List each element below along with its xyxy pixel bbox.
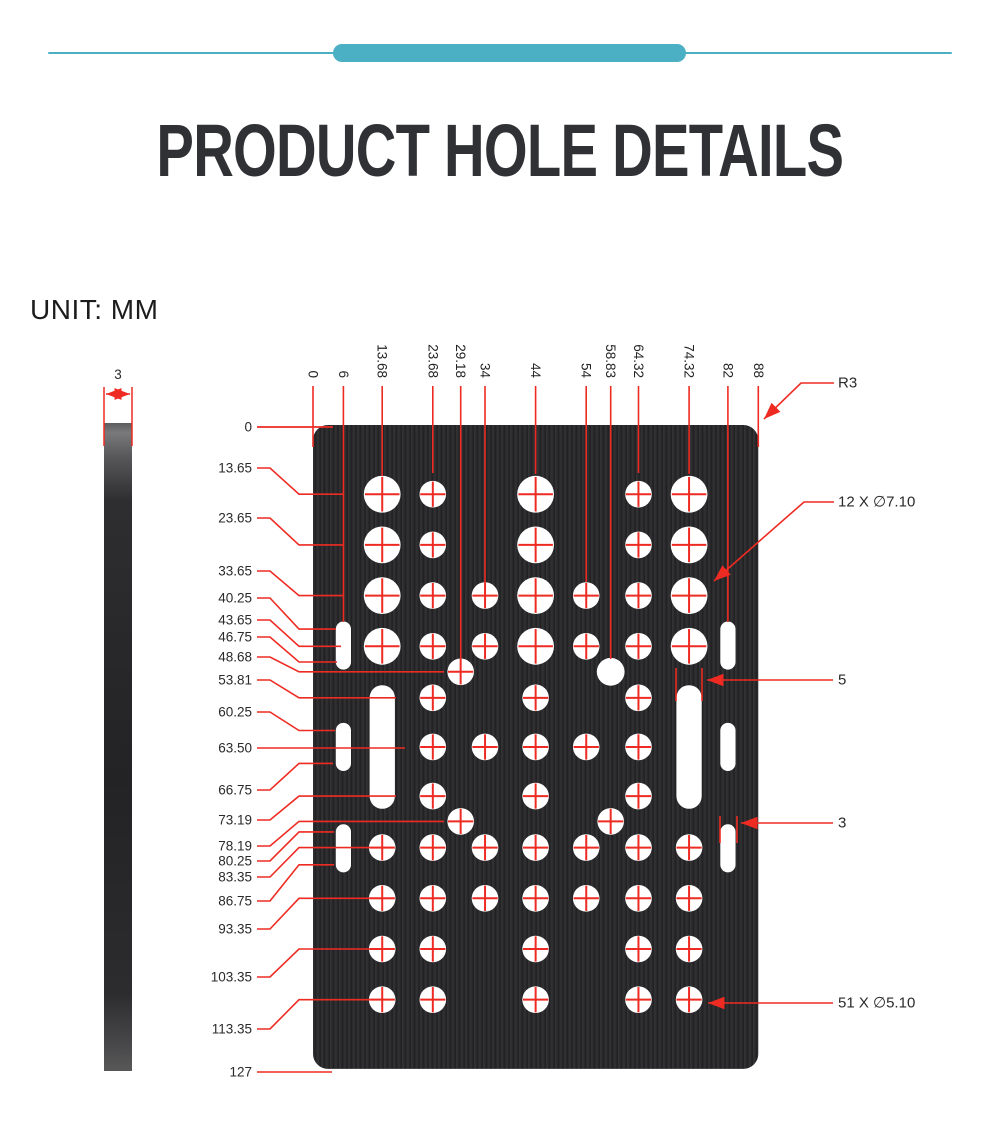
left-dim-label-53.81: 53.81 xyxy=(218,672,252,688)
left-dim-label-23.65: 23.65 xyxy=(218,510,252,526)
left-dim-label-93.35: 93.35 xyxy=(218,921,252,937)
left-dim-label-48.68: 48.68 xyxy=(218,649,252,665)
left-dim-label-86.75: 86.75 xyxy=(218,893,252,909)
big-hole-callout: 12 X ∅7.10 xyxy=(838,493,916,511)
left-dim-label-127: 127 xyxy=(229,1064,252,1080)
small-hole-callout: 51 X ∅5.10 xyxy=(838,994,916,1012)
left-dim-label-13.65: 13.65 xyxy=(218,460,252,476)
left-dim-label-43.65: 43.65 xyxy=(218,612,252,628)
left-dim-label-66.75: 66.75 xyxy=(218,782,252,798)
left-dim-label-80.25: 80.25 xyxy=(218,853,252,869)
top-dim-label-6: 6 xyxy=(335,370,351,378)
left-dim-label-60.25: 60.25 xyxy=(218,704,252,720)
left-dim-label-73.19: 73.19 xyxy=(218,812,252,828)
top-dim-label-34: 34 xyxy=(477,362,493,378)
top-dim-label-64.32: 64.32 xyxy=(631,344,646,378)
top-dim-label-54: 54 xyxy=(578,362,594,378)
edge-slot-width-dim xyxy=(720,816,833,843)
top-dim-label-74.32: 74.32 xyxy=(681,344,697,378)
top-dim-label-0: 0 xyxy=(305,370,321,378)
page-title: PRODUCT HOLE DETAILS xyxy=(156,109,844,192)
left-dim-label-40.25: 40.25 xyxy=(218,590,252,606)
corner-radius-label: R3 xyxy=(838,374,858,392)
side-thickness-label: 3 xyxy=(114,367,122,382)
top-dim-label-23.68: 23.68 xyxy=(425,344,441,378)
edge-slot-width-label: 3 xyxy=(838,814,847,832)
top-dim-label-13.68: 13.68 xyxy=(374,344,390,378)
top-dim-label-44: 44 xyxy=(528,362,544,378)
top-dim-label-88: 88 xyxy=(750,362,766,378)
top-dim-label-58.83: 58.83 xyxy=(603,344,619,378)
plain-hole xyxy=(597,658,625,686)
corner-radius-leader xyxy=(764,383,834,419)
edge-slot xyxy=(336,723,351,771)
center-slot-width-label: 5 xyxy=(838,671,847,689)
edge-slot xyxy=(720,622,735,670)
center-slot xyxy=(370,685,395,809)
top-dim-label-82: 82 xyxy=(720,362,736,378)
plate-side-view xyxy=(104,423,132,1071)
edge-slot xyxy=(720,824,735,872)
left-dim-label-78.19: 78.19 xyxy=(218,838,252,854)
top-dim-label-29.18: 29.18 xyxy=(453,344,469,378)
left-dim-label-0: 0 xyxy=(244,419,252,435)
left-dim-label-63.50: 63.50 xyxy=(218,740,252,756)
left-dim-label-103.35: 103.35 xyxy=(210,969,252,985)
unit-label: UNIT: MM xyxy=(30,294,159,325)
left-dim-label-113.35: 113.35 xyxy=(211,1021,252,1037)
center-slot xyxy=(676,685,701,809)
left-dim-label-46.75: 46.75 xyxy=(218,629,252,645)
left-dim-label-83.35: 83.35 xyxy=(218,869,252,885)
left-dim-label-33.65: 33.65 xyxy=(218,563,252,579)
edge-slot xyxy=(720,723,735,771)
